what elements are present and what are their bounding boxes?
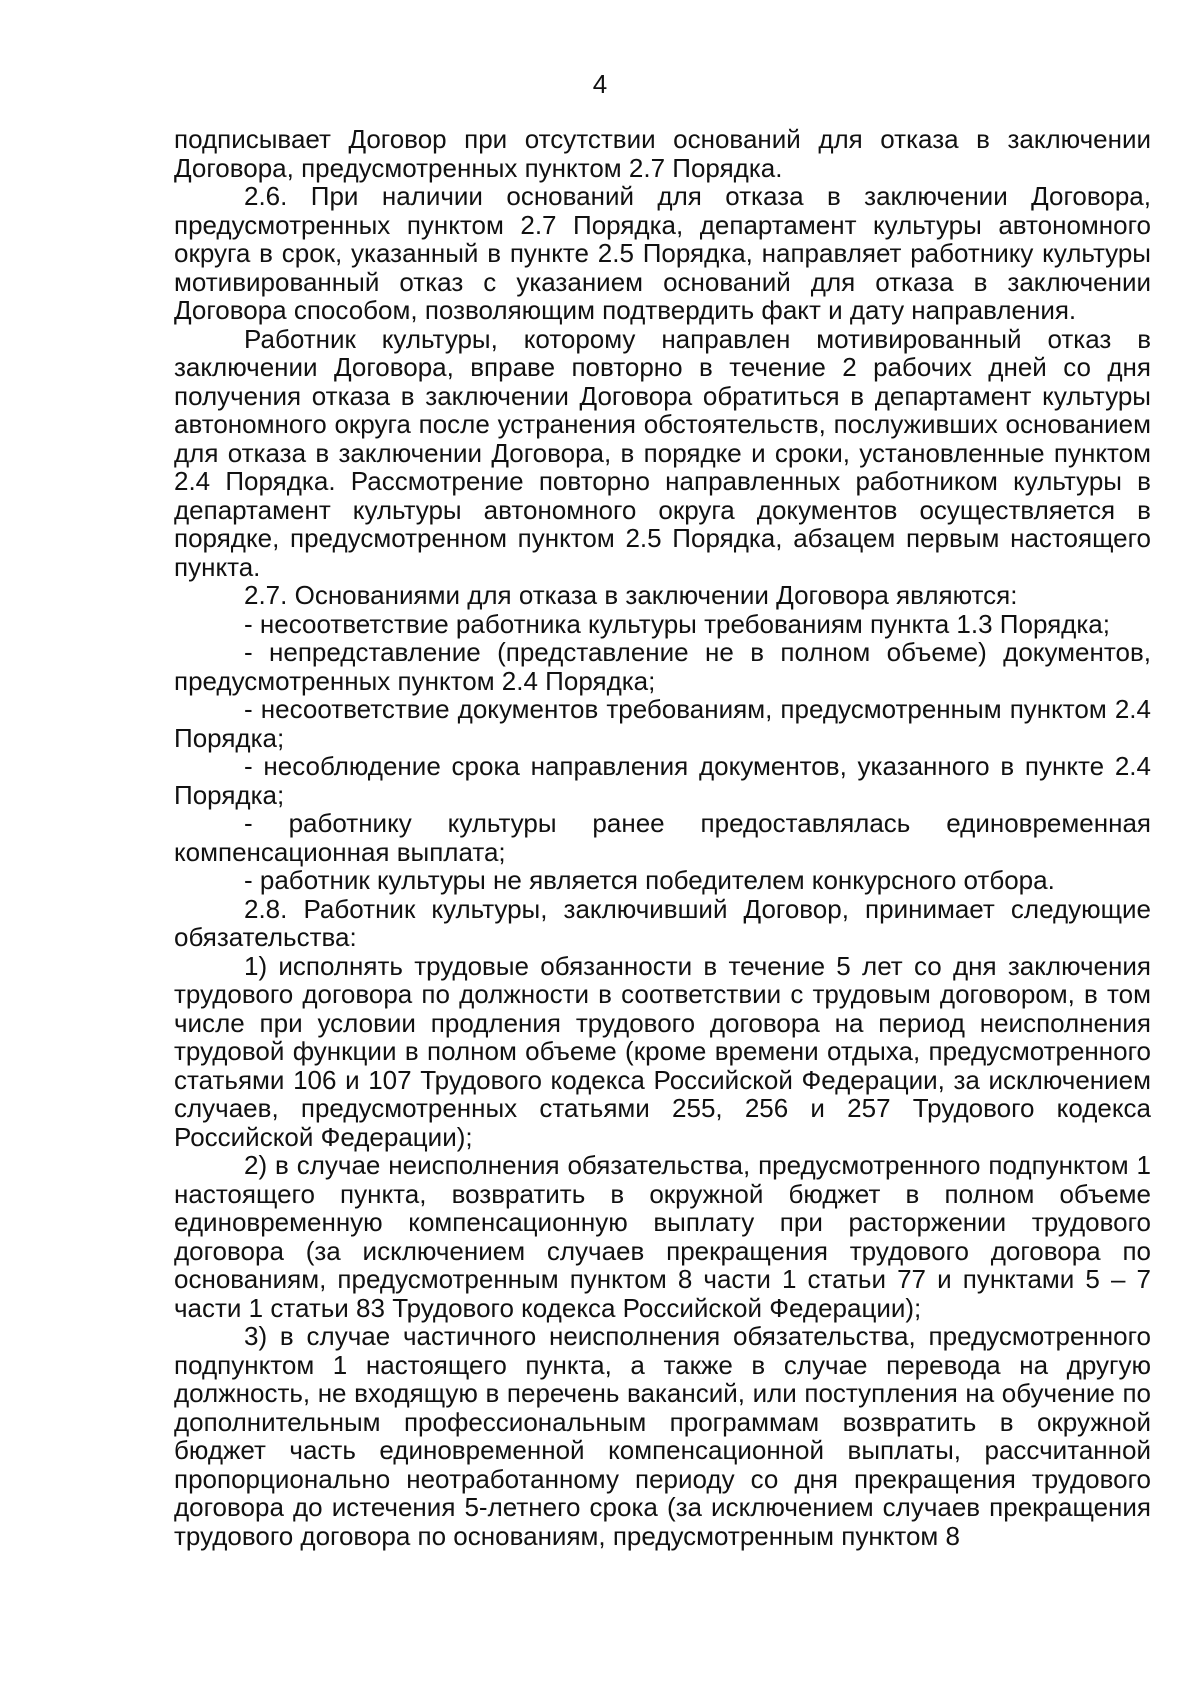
list-item-documents-mismatch: - несоответствие документов требованиям, предусмотренным пунктом 2.4 Порядка; xyxy=(174,694,1151,753)
obligation-1: 1) исполнять трудовые обязанности в течение 5 лет со дня заключения трудового договора по должности в соответствии с трудовым договором, в том числе при условии продления трудового договора на период неисполнения трудовой функции в полном объеме (кроме времени отдыха, предусмотренного статьями 106 и 107 Трудового кодекса Российской Федерации, за исключением случаев, предусмотренных статьями 255, 256 и 257 Трудового кодекса Российской Федерации); xyxy=(174,950,1151,1152)
paragraph-continuation: подписывает Договор при отсутствии оснований для отказа в заключении Договора, предусмотренных пунктом 2.7 Порядка. xyxy=(174,124,1151,183)
paragraph-2-7: 2.7. Основаниями для отказа в заключении Договора являются: xyxy=(244,580,1018,610)
obligation-2: 2) в случае неисполнения обязательства, предусмотренного подпунктом 1 настоящего пункта, возвратить в окружной бюджет в полном объеме единовременную компенсационную выплату при расторжении трудового договора (за исключением случаев прекращения трудового договора по основаниям, предусмотренным пунктом 8 части 1 статьи 77 и пунктами 5 – 7 части 1 статьи 83 Трудового кодекса Российской Федерации); xyxy=(174,1150,1151,1323)
list-item-previous-payment: - работнику культуры ранее предоставлялась единовременная компенсационная выплата; xyxy=(174,808,1151,867)
paragraph-2-6-repeat-request: Работник культуры, которому направлен мотивированный отказ в заключении Договора, вправе повторно в течение 2 рабочих дней со дня получения отказа в заключении Договора обратиться в департамент культуры автономного округа после устранения обстоятельств, послуживших основанием для отказа в заключении Договора, в порядке и сроки, установленные пунктом 2.4 Порядка. Рассмотрение повторно направленных работником культуры в департамент культуры автономного округа документов осуществляется в порядке, предусмотренном пунктом 2.5 Порядка, абзацем первым настоящего пункта. xyxy=(174,323,1151,582)
document-body xyxy=(174,125,1151,1550)
obligation-3: 3) в случае частичного неисполнения обязательства, предусмотренного подпунктом 1 настоящего пункта, а также в случае перевода на другую должность, не входящую в перечень вакансий, или поступления на обучение по дополнительным профессиональным программам возвратить в окружной бюджет часть единовременной компенсационной выплаты, рассчитанной пропорционально неотработанному периоду со дня прекращения трудового договора до истечения 5-летнего срока (за исключением случаев прекращения трудового договора по основаниям, предусмотренным пунктом 8 xyxy=(174,1321,1151,1551)
list-item-not-winner: - работник культуры не является победителем конкурсного отбора. xyxy=(244,865,1055,895)
list-item-documents-missing: - непредставление (представление не в полном объеме) документов, предусмотренных пунктом 2.4 Порядка; xyxy=(174,637,1151,696)
list-item-deadline: - несоблюдение срока направления документов, указанного в пункте 2.4 Порядка; xyxy=(174,751,1151,810)
paragraph-2-8: 2.8. Работник культуры, заключивший Договор, принимает следующие обязательства: xyxy=(174,893,1151,952)
page-number: 4 xyxy=(592,69,608,99)
list-item-requirements: - несоответствие работника культуры требованиям пункта 1.3 Порядка; xyxy=(244,608,1110,639)
paragraph-2-6: 2.6. При наличии оснований для отказа в заключении Договора, предусмотренных пунктом 2.7 Порядка, департамент культуры автономного округа в срок, указанный в пункте 2.5 Порядка, направляет работнику культуры мотивированный отказ с указанием оснований для отказа в заключении Договора способом, позволяющим подтвердить факт и дату направления. xyxy=(174,181,1151,325)
